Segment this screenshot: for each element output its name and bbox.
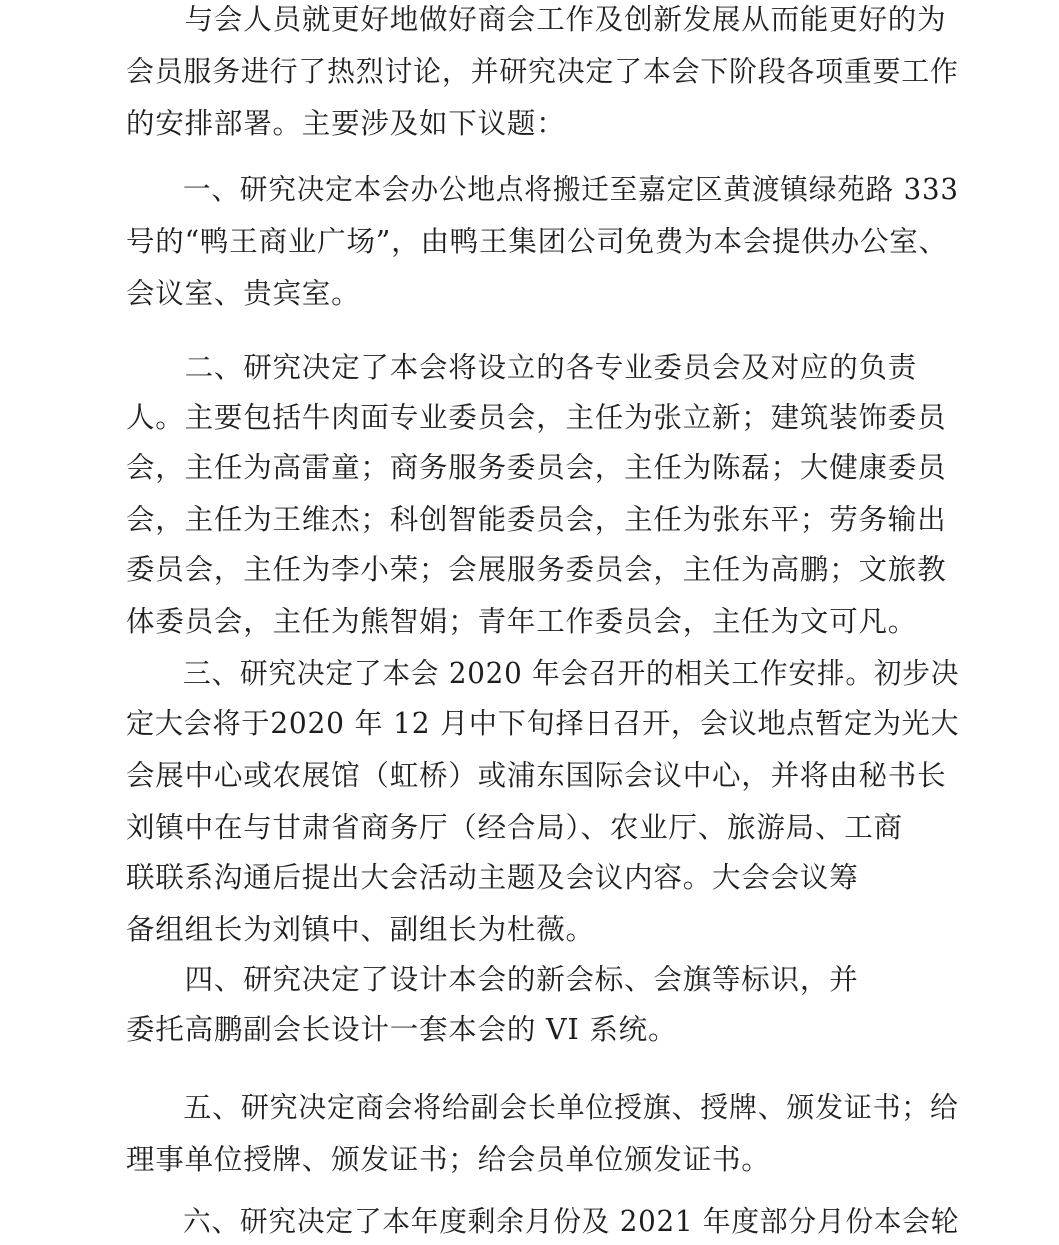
text-line: 人。主要包括牛肉面专业委员会，主任为张立新；建筑装饰委员 <box>126 401 947 434</box>
text-line: 委托高鹏副会长设计一套本会的 VI 系统。 <box>126 1013 678 1046</box>
text-line: 委员会，主任为李小荣；会展服务委员会，主任为高鹏；文旅教 <box>126 553 947 586</box>
text-line: 会展中心或农展馆（虹桥）或浦东国际会议中心，并将由秘书长 <box>126 759 947 792</box>
text-line: 定大会将于2020 年 12 月中下旬择日召开，会议地点暂定为光大 <box>126 707 960 740</box>
text-line: 理事单位授牌、颁发证书；给会员单位颁发证书。 <box>126 1143 771 1176</box>
text-line: 会，主任为王维杰；科创智能委员会，主任为张东平；劳务输出 <box>126 503 947 536</box>
text-line: 刘镇中在与甘肃省商务厅（经合局）、农业厅、旅游局、工商 <box>126 811 903 844</box>
text-line: 体委员会，主任为熊智娟；青年工作委员会，主任为文可凡。 <box>126 605 918 638</box>
text-line: 一、研究决定本会办公地点将搬迁至嘉定区黄渡镇绿苑路 333 <box>126 173 959 206</box>
text-line: 会，主任为高雷童；商务服务委员会，主任为陈磊；大健康委员 <box>126 451 947 484</box>
text-line: 会议室、贵宾室。 <box>126 277 361 310</box>
text-line: 备组组长为刘镇中、副组长为杜薇。 <box>126 913 595 946</box>
text-line: 六、研究决定了本年度剩余月份及 2021 年度部分月份本会轮 <box>126 1205 960 1238</box>
text-line: 联联系沟通后提出大会活动主题及会议内容。大会会议筹 <box>126 861 859 894</box>
text-line: 与会人员就更好地做好商会工作及创新发展从而能更好的为 <box>126 3 947 36</box>
text-line: 号的“鸭王商业广场”，由鸭王集团公司免费为本会提供办公室、 <box>126 225 948 258</box>
text-line: 的安排部署。主要涉及如下议题： <box>126 107 566 140</box>
text-line: 会员服务进行了热烈讨论，并研究决定了本会下阶段各项重要工作 <box>126 55 959 88</box>
text-line: 二、研究决定了本会将设立的各专业委员会及对应的负责 <box>126 351 918 384</box>
text-line: 四、研究决定了设计本会的新会标、会旗等标识，并 <box>126 963 859 996</box>
text-line: 三、研究决定了本会 2020 年会召开的相关工作安排。初步决 <box>126 657 960 690</box>
text-line: 五、研究决定商会将给副会长单位授旗、授牌、颁发证书；给 <box>126 1091 959 1124</box>
